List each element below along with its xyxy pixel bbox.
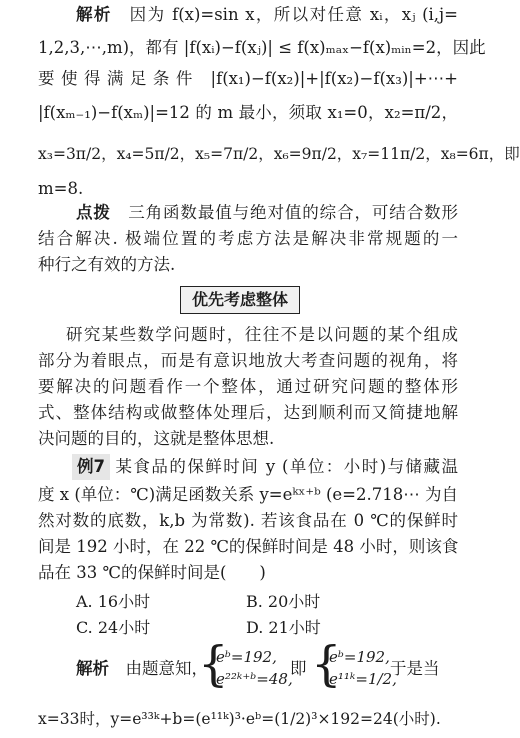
- system-1-eq-1: eᵇ=192,: [216, 648, 277, 666]
- paragraph-line-1: 研究某些数学问题时，往往不是以问题的某个组成: [66, 325, 458, 344]
- paragraph-line-3: 要解决的问题看作一个整体，通过研究问题的整体形: [38, 377, 458, 396]
- left-brace-2: {: [311, 636, 342, 692]
- dianbo-line-1: 点拨 三角函数最值与绝对值的综合，可结合数形: [76, 203, 459, 222]
- jiexi2-intro: 解析 由题意知，: [76, 659, 208, 678]
- system-1-eq-2: e²²ᵏ⁺ᵇ=48,: [216, 670, 293, 688]
- jiexi-line-3: 要使得满足条件 |f(x₁)−f(x₂)|+|f(x₂)−f(x₃)|+⋯+: [38, 69, 458, 88]
- jiexi2-label: 解析: [76, 659, 109, 678]
- example-line-3: 然对数的底数，k,b 为常数). 若该食品在 0 ℃的保鲜时: [38, 511, 458, 530]
- paragraph-line-4: 式、整体结构或做整体处理后，达到顺利而又简捷地解: [38, 403, 458, 422]
- jiexi-line-2: 1,2,3,⋯,m)，都有 |f(xᵢ)−f(xⱼ)| ≤ f(x)ₘₐₓ−f(x)ₘᵢₙ=2，因此: [38, 38, 486, 57]
- jiexi2-mid: 即: [290, 659, 307, 678]
- system-2-eq-2: e¹¹ᵏ=1/2,: [329, 670, 397, 688]
- option-d: D. 21小时: [246, 618, 321, 637]
- left-brace-1: {: [198, 636, 229, 692]
- paragraph-line-2: 部分为着眼点，而是有意识地放大考查问题的视角，将: [38, 351, 458, 370]
- dianbo-line-3: 种行之有效的方法.: [38, 255, 176, 274]
- jiexi-line-5: x₃=3π/2，x₄=5π/2，x₅=7π/2，x₆=9π/2，x₇=11π/2，x₈=6π，即: [38, 145, 520, 163]
- example-line-1: 例7 某食品的保鲜时间 y (单位：小时)与储藏温: [38, 454, 458, 480]
- option-a: A. 16小时: [76, 592, 151, 611]
- jiexi-line-1: 解析 因为 f(x)=sin x，所以对任意 xᵢ，xⱼ (i,j=: [76, 5, 458, 24]
- jiexi-label: 解析: [76, 5, 112, 24]
- jiexi-line-4: |f(xₘ₋₁)−f(xₘ)|=12 的 m 最小，须取 x₁=0，x₂=π/2，: [38, 103, 458, 122]
- option-c: C. 24小时: [76, 618, 151, 637]
- example-line-4: 间是 192 小时，在 22 ℃的保鲜时间是 48 小时，则该食: [38, 537, 459, 556]
- example-line-2: 度 x (单位：℃)满足函数关系 y=eᵏˣ⁺ᵇ (e=2.718⋯ 为自: [38, 485, 458, 504]
- system-2-eq-1: eᵇ=192,: [329, 648, 390, 666]
- example-label: 例7: [72, 454, 110, 480]
- example-line-5: 品在 33 ℃的保鲜时间是( ): [38, 563, 266, 582]
- section-title: 优先考虑整体: [180, 286, 300, 314]
- dianbo-line-2: 结合解决. 极端位置的考虑方法是解决非常规题的一: [38, 229, 458, 248]
- jiexi2-tail: 于是当: [390, 659, 440, 678]
- jiexi-line-6: m=8.: [38, 179, 84, 198]
- dianbo-label: 点拨: [76, 203, 111, 222]
- option-b: B. 20小时: [246, 592, 321, 611]
- jiexi2-final: x=33时，y=e³³ᵏ+b=(e¹¹ᵏ)³·eᵇ=(1/2)³×192=24(小时).: [38, 710, 441, 728]
- paragraph-line-5: 决问题的目的，这就是整体思想.: [38, 429, 275, 448]
